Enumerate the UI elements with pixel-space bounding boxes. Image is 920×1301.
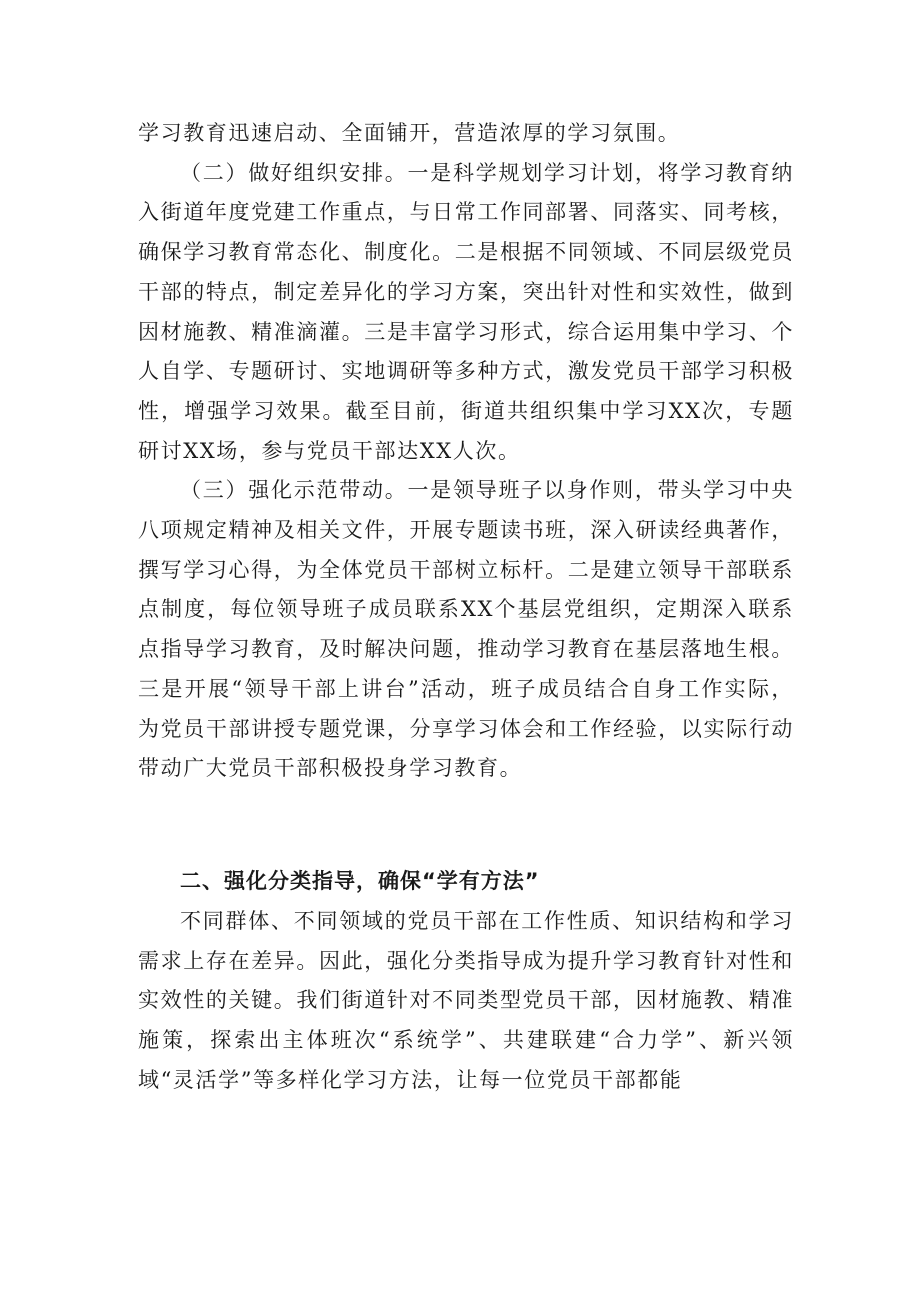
section-heading: 二、强化分类指导，确保“学有方法” <box>180 869 540 893</box>
body-text-lower <box>138 902 794 1101</box>
paragraph-organization: （二）做好组织安排。一是科学规划学习计划，将学习教育纳入街道年度党建工作重点，与日常工作同部署、同落实、同考核，确保学习教育常态化、制度化。二是根据不同领域、不同层级党员干部的特点，制定差异化的学习方案，突出针对性和实效性，做到因材施教、精准滴灌。三是丰富学习形式，综合运用集中学习、个人自学、专题研讨、实地调研等多种方式，激发党员干部学习积极性，增强学习效果。截至目前，街道共组织集中学习XX次，专题研讨XX场，参与党员干部达XX人次。 <box>138 160 794 463</box>
body-text-upper <box>138 114 794 789</box>
paragraph-classification: 不同群体、不同领域的党员干部在工作性质、知识结构和学习需求上存在差异。因此，强化分类指导成为提升学习教育针对性和实效性的关键。我们街道针对不同类型党员干部，因材施教、精准施策，探索出主体班次“系统学”、共建联建“合力学”、新兴领域“灵活学”等多样化学习方法，让每一位党员干部都能 <box>138 909 794 1092</box>
paragraph-leadership: （三）强化示范带动。一是领导班子以身作则，带头学习中央八项规定精神及相关文件，开展专题读书班，深入研读经典著作，撰写学习心得，为全体党员干部树立标杆。二是建立领导干部联系点制度，每位领导班子成员联系XX个基层党组织，定期深入联系点指导学习教育，及时解决问题，推动学习教育在基层落地生根。三是开展“领导干部上讲台”活动，班子成员结合自身工作实际，为党员干部讲授专题党课，分享学习体会和工作经验，以实际行动带动广大党员干部积极投身学习教育。 <box>138 478 794 781</box>
paragraph-continuation: 学习教育迅速启动、全面铺开，营造浓厚的学习氛围。 <box>138 121 681 145</box>
